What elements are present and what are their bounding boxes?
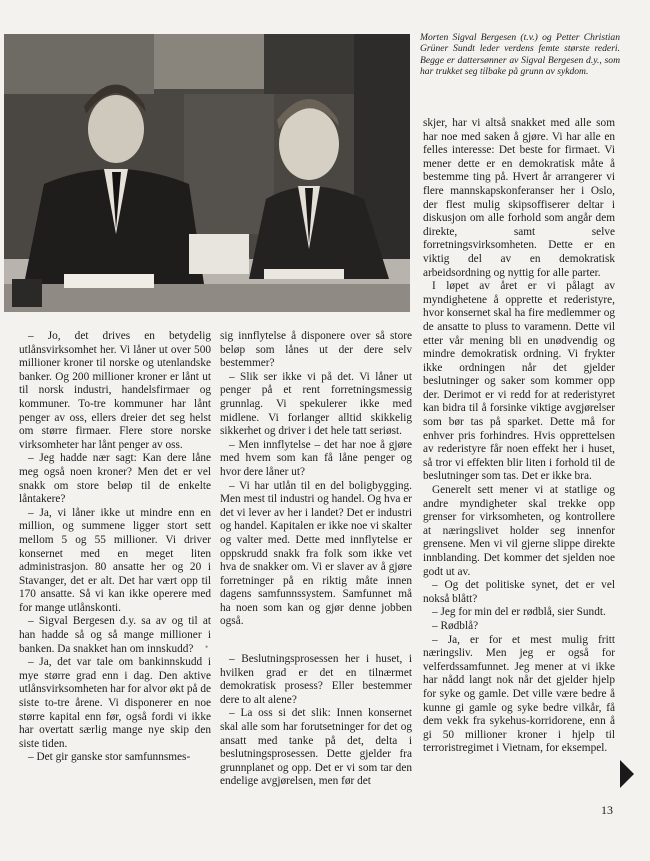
paragraph: – La oss si det slik: Innen konsernet skal alle som har forutsetninger for det og ansatt med tanke på det, delta i beslutningsprosessen. Dette gjelder fra grunnplanet og opp. Det er vi som tar den endelige avgjørelsen, men før det: [220, 707, 412, 788]
paragraph: Generelt sett mener vi at statlige og andre myndigheter skal trekke opp grenser for virksomheten, og kontrollere at næringslivet holder seg innenfor grensene. Men vi vil gjerne slippe direkte innblanding. Det kommer det sjelden noe godt ut av.: [423, 484, 615, 578]
photo-caption: Morten Sigval Bergesen (t.v.) og Petter Christian Grüner Sundt leder verdens femte største rederi. Begge er dattersønner av Sigval Bergesen d.y., som har trukket seg tilbake på grunn av sykdom.: [420, 32, 620, 77]
paragraph: – Ja, det var tale om bankinnskudd i mye større grad enn i dag. Den aktive utlånsvirksomheten har for alvor økt på de siste to-tre årene. Vi disponerer en noe større kapital enn før, også fordi vi ikke har overtatt særlig mange nye skip den siste tiden.: [19, 656, 211, 750]
paragraph: I løpet av året er vi pålagt av myndighetene å opprette et rederistyre, hvor konsernet skal ha fire medlemmer og de ansatte to pluss to varamenn. Dette vil etter vår mening bli en unødvendig og mindre demokratisk ordning. Vi frykter ikke ordningen når det gjelder beslutninger og saker som kommer opp der. Derimot er vi redd for at rederistyret kan bidra til å forsinke viktige avgjørelser som bør tas på sparket. Dette må for enhver pris forhindres. Hvis opprettelsen av rederistyre får noen effekt her i huset, så tror vi effekten blir liten i forhold til de beslutninger som tas. Det er ikke bra.: [423, 280, 615, 483]
paragraph: – Beslutningsprosessen her i huset, i hvilken grad er det en tilnærmet demokratisk prosess? Eller bestemmer dere to alt alene?: [220, 653, 412, 706]
column-2-continued: [220, 653, 412, 789]
paragraph: – Og det politiske synet, det er vel nokså blått?: [423, 579, 615, 605]
paragraph: – Ja, er for et mest mulig fritt næringsliv. Men jeg er også for velferdssamfunnet. Jeg mener at vi ikke har nådd langt nok når det gjelder hjelp for syke og gamle. Det ville være bedre å kunne gi gamle og syke bedre vilkår, få dem vekk fra sykehus-korridorene, enn å gi 50 millioner kroner i hjelp til terroristregimet i Vietnam, for eksempel.: [423, 633, 615, 755]
paragraph: – Det gir ganske stor samfunnsmes-: [28, 751, 191, 764]
paragraph: – Jeg hadde nær sagt: Kan dere låne meg også noen kroner? Men det er vel snakk om store beløp til de enkelte låntakere?: [19, 452, 211, 506]
paragraph: – Ja, vi låner ikke ut mindre enn en million, og summene ligger stort sett mellom 5 og 55 millioner. Vi driver konsernet med en meget liten administrasjon. 80 ansatte her og 20 i Stavanger, det er alt. Det har vært opp til 170 ansatte. Så vi kan ikke operere med for mange utlånskonti.: [19, 506, 211, 614]
paragraph: – Men innflytelse – det har noe å gjøre med hvem som kan få låne penger og hvor dere låner ut?: [220, 438, 412, 478]
paragraph: – Sigval Bergesen d.y. sa av og til at han hadde så og så mange millioner i banken. Da snakket han om innskudd?: [19, 615, 211, 655]
paragraph: skjer, har vi altså snakket med alle som har noe med saken å gjøre. Vi har alle en felles interesse: Det beste for firmaet. Vi mener dette er en demokratisk måte å bestemme ting på. Hvert år arrangerer vi flere mannskapskonferanser her i Oslo, der flest mulig skipsoffiserer deltar i diskusjon om alle forhold som angår dem direkte, samt selve forretningsvirksomheten. Dette er en viktig del av en demokratisk arbeidsordning og nyttig for alle parter.: [423, 117, 615, 279]
section-separator: •: [205, 642, 209, 652]
paragraph: – Rødblå?: [432, 619, 479, 632]
photo: [4, 34, 410, 312]
paragraph: sig innflytelse å disponere over så store beløp som lånes ut der dere selv bestemmer?: [220, 330, 412, 370]
continue-arrow-icon: [620, 760, 634, 788]
photo-illustration: [4, 34, 410, 312]
column-2: [220, 330, 412, 629]
paragraph: – Jo, det drives en betydelig utlånsvirksomhet her. Vi låner ut over 500 millioner kroner til norske og utenlandske banker. Og 200 millioner kroner er lånt ut til norsk industri, handelsfirmaer og kommuner. To-tre kommuner har lånt penger av oss, ellers dreier det seg helst om større firmaer. Flere store norske virksomheter har lånt penger av oss.: [19, 330, 211, 451]
column-1: [19, 330, 211, 765]
paragraph: – Jeg for min del er rødblå, sier Sundt.: [432, 606, 606, 619]
column-3: [423, 117, 615, 756]
paragraph: – Slik ser ikke vi på det. Vi låner ut penger på et rent forretningsmessig grunnlag. Vi spekulerer ikke med midlene. Vi forlanger alltid skikkelig sikkerhet og driver i det hele tatt seriøst.: [220, 370, 412, 438]
paragraph: – Vi har utlån til en del boligbygging. Men mest til industri og handel. Og hva er det vi lever av her i landet? Det er industri og handel. Kapitalen er ikke noe vi skalter og valter med. Dette med innflytelse er oppskrudd snakk fra folk som ikke vet hva de snakker om. Vi er slaver av å gjøre forretninger på en riktig måte innen dagens samfunnssystem. Samfunnet må ha noen som kan og gjør denne jobben også.: [220, 479, 412, 628]
page-number: 13: [601, 803, 613, 817]
